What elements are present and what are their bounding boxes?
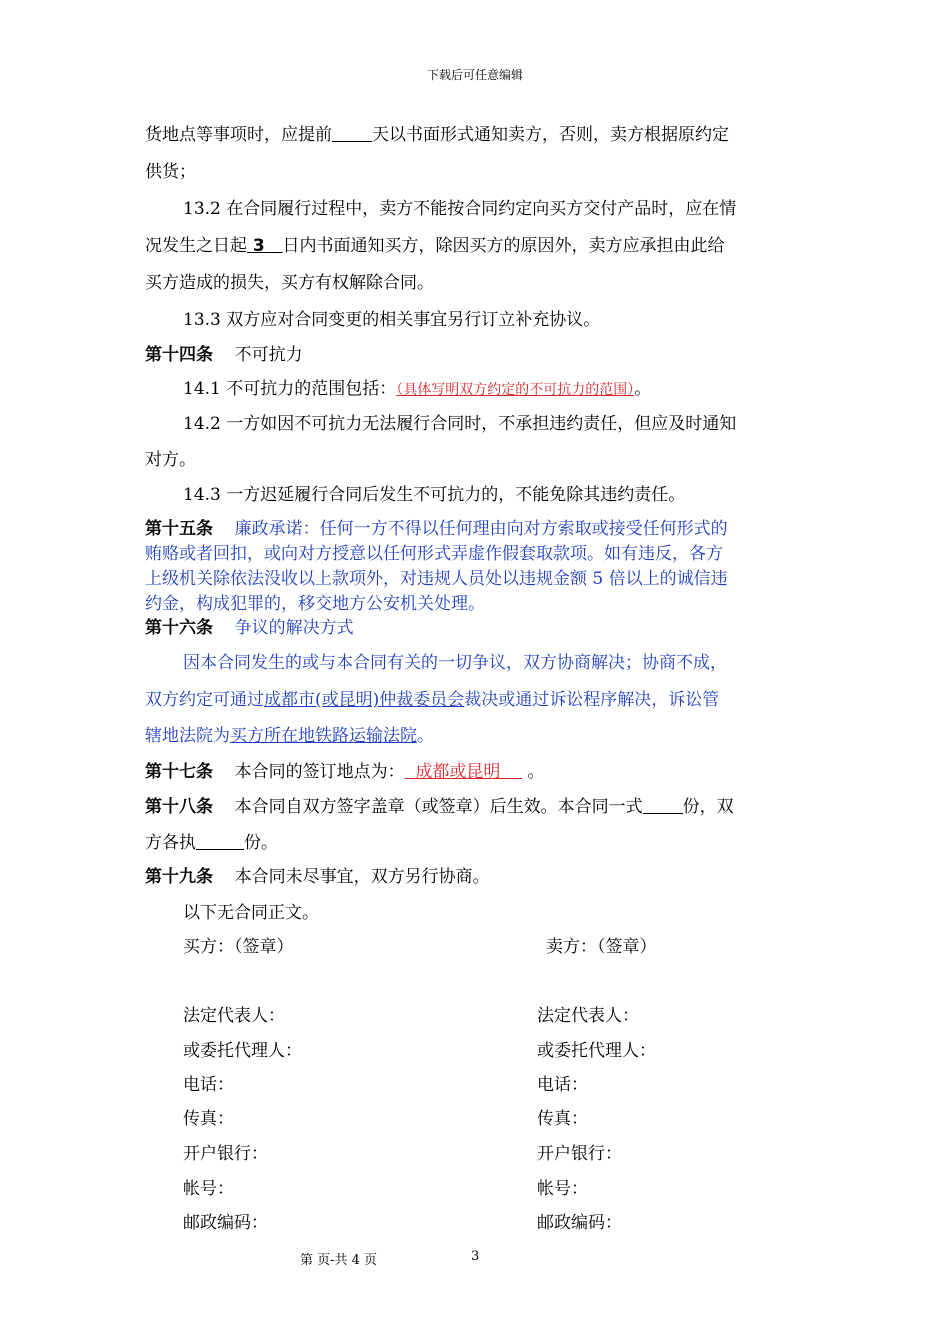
buyer-field: 开户银行： [183,1144,268,1164]
text-line: 因本合同发生的或与本合同有关的一切争议，双方协商解决；协商不成， [183,653,727,673]
text-line: 13.3 双方应对合同变更的相关事宜另行订立补充协议。 [183,310,601,330]
article-14-heading: 第十四条 不可抗力 [145,345,303,365]
jurisdiction-court: 买方所在地铁路运输法院 [230,726,417,746]
seller-field: 或委托代理人： [537,1041,656,1061]
article-15-heading: 第十五条 廉政承诺：任何一方不得以任何理由向对方索取或接受任何形式的 [145,519,728,539]
text-line: 方各执 份。 [145,833,278,853]
blank-days [332,125,372,142]
text-line: 对方。 [145,450,196,470]
text-line: 买方造成的损失，买方有权解除合同。 [145,273,434,293]
seller-signature-label: 卖方：（签章） [546,937,657,957]
blank-copies-each [196,833,244,850]
text-line: 14.1 不可抗力的范围包括：（具体写明双方约定的不可抗力的范围）。 [183,379,652,399]
text-line: 双方约定可通过成都市(或昆明)仲裁委员会裁决或通过诉讼程序解决，诉讼管 [145,690,720,710]
article-17-heading: 第十七条 本合同的签订地点为： 成都或昆明 。 [145,762,545,782]
text-line: 上级机关除依法没收以上款项外，对违规人员处以违规金额 5 倍以上的诚信违 [145,569,728,589]
arbitration-body: 成都市(或昆明)仲裁委员会 [264,690,465,710]
article-18-heading: 第十八条 本合同自双方签字盖章（或签章）后生效。本合同一式 份，双 [145,797,734,817]
page-number: 3 [471,1249,480,1264]
text-line: 辖地法院为买方所在地铁路运输法院。 [145,726,434,746]
blank-copies-total [643,797,683,814]
text-line: 况发生之日起 3 日内书面通知买方，除因买方的原因外，卖方应承担由此给 [145,236,725,256]
text-line: 货地点等事项时，应提前 天以书面形式通知卖方，否则，卖方根据原约定 [145,125,729,145]
text-line: 以下无合同正文。 [183,903,319,923]
seller-field: 帐号： [537,1179,588,1199]
text-line: 约金，构成犯罪的，移交地方公安机关处理。 [145,594,485,614]
article-16-heading: 第十六条 争议的解决方式 [145,618,354,638]
text-line: 供货； [145,162,196,182]
page-footer-text: 第 页-共 4 页 [300,1253,378,1268]
seller-field: 传真： [537,1109,588,1129]
buyer-field: 邮政编码： [183,1213,268,1233]
text-line: 13.2 在合同履行过程中，卖方不能按合同约定向买方交付产品时，应在情 [183,199,737,219]
force-majeure-scope: （具体写明双方约定的不可抗力的范围） [396,382,635,398]
notice-days-number: 3 [252,236,265,256]
page-header: 下载后可任意编辑 [426,68,523,82]
seller-field: 邮政编码： [537,1213,622,1233]
text-line: 贿赂或者回扣，或向对方授意以任何形式弄虚作假套取款项。如有违反，各方 [145,544,723,564]
buyer-field: 传真： [183,1109,234,1129]
text-line: 14.3 一方迟延履行合同后发生不可抗力的，不能免除其违约责任。 [183,485,686,505]
buyer-field: 或委托代理人： [183,1041,302,1061]
seller-field: 电话： [537,1075,588,1095]
buyer-signature-label: 买方：（签章） [183,937,294,957]
seller-field: 开户银行： [537,1144,622,1164]
article-19-heading: 第十九条 本合同未尽事宜，双方另行协商。 [145,867,490,887]
buyer-field: 法定代表人： [183,1006,285,1026]
buyer-field: 电话： [183,1075,234,1095]
text-line: 14.2 一方如因不可抗力无法履行合同时，不承担违约责任，但应及时通知 [183,414,737,434]
signing-location: 成都或昆明 [415,762,501,782]
seller-field: 法定代表人： [537,1006,639,1026]
buyer-field: 帐号： [183,1179,234,1199]
